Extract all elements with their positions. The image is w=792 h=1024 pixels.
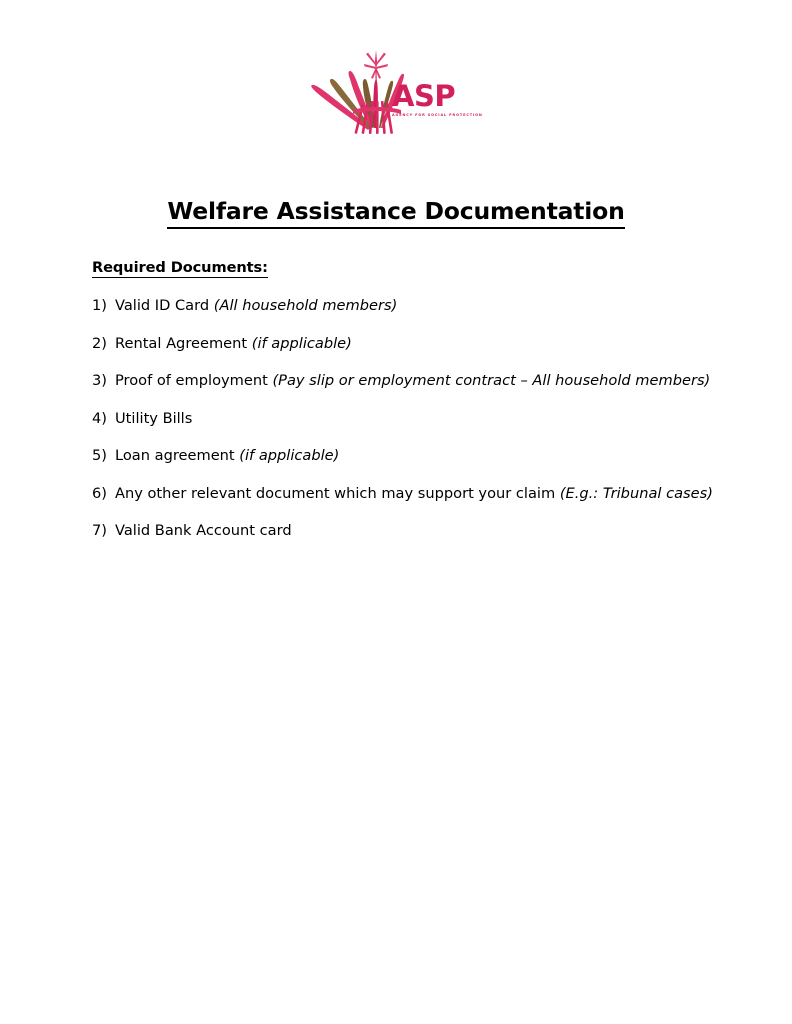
- list-item-text: [115, 296, 397, 316]
- list-item-text: [115, 484, 713, 504]
- list-item: [92, 371, 732, 409]
- asp-wordmark-text: ASP: [392, 79, 456, 113]
- list-item: [92, 409, 732, 447]
- list-item-note: (Pay slip or employment contract – All household members): [272, 372, 711, 389]
- list-item-note: (if applicable): [251, 334, 352, 352]
- list-item-label: Rental Agreement: [115, 334, 252, 352]
- list-item-number: 4): [92, 409, 107, 427]
- section-heading-text: Required Documents:: [92, 259, 268, 276]
- list-item: [92, 446, 732, 484]
- list-item-text: [115, 371, 710, 391]
- list-item-label: Proof of employment: [115, 372, 273, 389]
- list-item-label: Valid ID Card: [115, 297, 214, 314]
- list-item-number: 5): [92, 447, 107, 464]
- list-item-note: (E.g.: Tribunal cases): [559, 484, 713, 502]
- section-heading: [92, 259, 268, 276]
- required-documents-list: [92, 296, 732, 559]
- list-item-label: Any other relevant document which may support your claim: [115, 484, 560, 502]
- list-item-number: 1): [92, 297, 107, 314]
- list-item: [92, 334, 732, 372]
- asp-tagline: AGENCY FOR SOCIAL PROTECTION: [392, 113, 483, 117]
- asp-fan-burst-icon: [306, 44, 406, 140]
- organization-logo: [0, 44, 792, 140]
- list-item-text: [115, 334, 352, 354]
- asp-wordmark: [392, 79, 486, 128]
- list-item-text: [115, 521, 292, 541]
- list-item-number: 7): [92, 522, 107, 539]
- list-item-label: Loan agreement: [115, 447, 240, 464]
- list-item-note: (if applicable): [239, 447, 340, 464]
- list-item-text: [115, 446, 339, 466]
- page-title-text: Welfare Assistance Documentation: [167, 197, 624, 229]
- list-item: [92, 296, 732, 334]
- list-item-text: [115, 409, 192, 429]
- list-item-number: 3): [92, 372, 107, 389]
- list-item-label: Utility Bills: [115, 409, 193, 427]
- list-item-number: 2): [92, 334, 107, 352]
- page-title: [0, 197, 792, 225]
- list-item: [92, 484, 732, 522]
- list-item-note: (All household members): [213, 297, 398, 314]
- list-item-number: 6): [92, 484, 107, 502]
- list-item: [92, 521, 732, 559]
- list-item-label: Valid Bank Account card: [115, 522, 292, 539]
